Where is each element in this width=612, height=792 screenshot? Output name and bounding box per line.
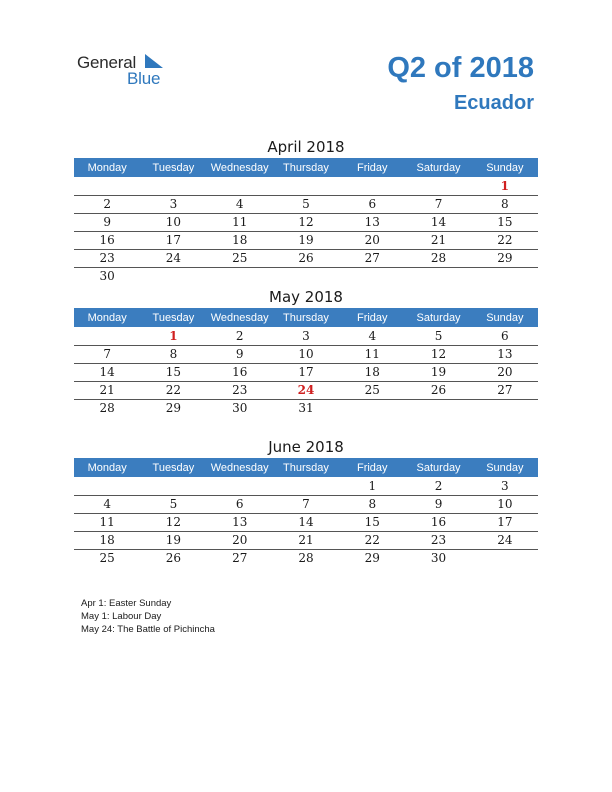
weekday-header-row: [74, 158, 538, 177]
week-row: [74, 345, 538, 363]
day-cell: 4: [339, 327, 405, 345]
day-cell: 30: [232, 401, 248, 416]
weekday-header: Friday: [339, 158, 405, 177]
week-row: [74, 177, 538, 195]
day-cell: 2: [207, 327, 273, 345]
generalblue-logo: [77, 53, 177, 89]
holiday-notes: [81, 597, 215, 636]
day-cell: 26: [273, 249, 339, 267]
country-title: Ecuador: [453, 92, 534, 114]
week-row: [74, 399, 538, 417]
day-cell: 5: [140, 495, 206, 513]
weekday-header: Wednesday: [207, 158, 273, 177]
week-row: [74, 381, 538, 399]
day-cell: [339, 177, 405, 195]
day-cell: 6: [207, 495, 273, 513]
day-cell: [405, 399, 471, 417]
day-cell: 9: [207, 345, 273, 363]
day-cell: 28: [298, 551, 314, 566]
day-cell: 18: [207, 231, 273, 249]
day-cell: 19: [405, 363, 471, 381]
day-cell: 6: [339, 195, 405, 213]
logo-word-blue: Blue: [127, 69, 161, 88]
weekday-header: Thursday: [273, 308, 339, 327]
day-cell: 22: [140, 381, 206, 399]
day-cell: 17: [140, 231, 206, 249]
holiday-note: May 24: The Battle of Pichincha: [81, 624, 215, 635]
day-cell: 21: [405, 231, 471, 249]
day-cell: 22: [339, 531, 405, 549]
weekday-header-row: [74, 458, 538, 477]
day-cell: [273, 477, 339, 495]
quarter-title: Q2 of 2018: [387, 52, 534, 84]
day-cell: 14: [405, 213, 471, 231]
day-cell: [405, 177, 471, 195]
day-cell: 31: [298, 401, 314, 416]
weekday-header: Tuesday: [140, 458, 206, 477]
month-title: May 2018: [269, 288, 343, 306]
month-title: June 2018: [268, 438, 344, 456]
day-cell: 18: [339, 363, 405, 381]
holiday-note: Apr 1: Easter Sunday: [81, 598, 172, 609]
weekday-header: Monday: [74, 308, 140, 327]
weekday-header: Saturday: [405, 308, 471, 327]
day-cell: 16: [405, 513, 471, 531]
logo-triangle-icon: [145, 54, 163, 68]
day-cell: 24: [140, 249, 206, 267]
day-cell: 23: [207, 381, 273, 399]
day-cell: 20: [472, 363, 538, 381]
day-cell: 16: [74, 231, 140, 249]
day-cell: 25: [207, 249, 273, 267]
day-cell: 24: [273, 381, 339, 399]
weekday-header: Saturday: [405, 158, 471, 177]
week-row: [74, 327, 538, 345]
day-cell: 12: [140, 513, 206, 531]
week-row: [74, 213, 538, 231]
day-cell: [207, 177, 273, 195]
day-cell: 13: [339, 213, 405, 231]
month-title: April 2018: [267, 138, 345, 156]
week-row: [74, 477, 538, 495]
day-cell: 26: [165, 551, 182, 566]
day-cell: 17: [273, 363, 339, 381]
day-cell: 21: [273, 531, 339, 549]
day-cell: 28: [99, 401, 115, 416]
calendar-grid: [74, 458, 538, 567]
weekday-header: Monday: [74, 458, 140, 477]
day-cell: 7: [273, 495, 339, 513]
day-cell: 17: [472, 513, 538, 531]
day-cell: 24: [472, 531, 538, 549]
day-cell: 8: [140, 345, 206, 363]
day-cell: 1: [339, 477, 405, 495]
day-cell: [339, 399, 405, 417]
day-cell: 28: [405, 249, 471, 267]
day-cell: 8: [472, 195, 538, 213]
weekday-header: Friday: [339, 308, 405, 327]
day-cell: 26: [405, 381, 471, 399]
day-cell: 15: [339, 513, 405, 531]
day-cell: 19: [273, 231, 339, 249]
day-cell: 1: [140, 327, 206, 345]
day-cell: [405, 267, 471, 285]
week-row: [74, 531, 538, 549]
weekday-header: Sunday: [472, 158, 538, 177]
weekday-header: Saturday: [405, 458, 471, 477]
day-cell: 3: [140, 195, 206, 213]
day-cell: [472, 549, 538, 567]
weekday-header: Monday: [74, 158, 140, 177]
day-cell: [207, 477, 273, 495]
week-row: [74, 195, 538, 213]
day-cell: 29: [364, 551, 380, 566]
weekday-header: Wednesday: [207, 308, 273, 327]
day-cell: 16: [207, 363, 273, 381]
month-may: [74, 286, 538, 417]
day-cell: [273, 267, 339, 285]
day-cell: [207, 267, 273, 285]
weekday-header: Sunday: [472, 458, 538, 477]
day-cell: [339, 267, 405, 285]
month-april: [74, 136, 538, 285]
day-cell: [472, 267, 538, 285]
holiday-note: May 1: Labour Day: [81, 611, 162, 622]
day-cell: 1: [472, 177, 538, 195]
week-row: [74, 363, 538, 381]
day-cell: 15: [472, 213, 538, 231]
day-cell: 30: [99, 269, 115, 284]
weekday-header: Tuesday: [140, 308, 206, 327]
weekday-header: Sunday: [472, 308, 538, 327]
weekday-header: Friday: [339, 458, 405, 477]
week-row: [74, 267, 538, 285]
day-cell: [74, 177, 140, 195]
day-cell: 5: [273, 195, 339, 213]
day-cell: 11: [207, 213, 273, 231]
day-cell: 27: [472, 381, 538, 399]
day-cell: 14: [74, 363, 140, 381]
week-row: [74, 231, 538, 249]
weekday-header: Thursday: [273, 458, 339, 477]
day-cell: 9: [405, 495, 471, 513]
day-cell: 18: [74, 531, 140, 549]
week-row: [74, 513, 538, 531]
weekday-header: Tuesday: [140, 158, 206, 177]
day-cell: [273, 177, 339, 195]
day-cell: 27: [339, 249, 405, 267]
day-cell: 19: [140, 531, 206, 549]
day-cell: 12: [405, 345, 471, 363]
day-cell: 13: [472, 345, 538, 363]
calendar-grid: [74, 308, 538, 417]
day-cell: 23: [74, 249, 140, 267]
calendar-grid: [74, 158, 538, 285]
day-cell: 6: [472, 327, 538, 345]
day-cell: 27: [232, 551, 248, 566]
day-cell: 25: [339, 381, 405, 399]
weekday-header-row: [74, 308, 538, 327]
day-cell: 11: [339, 345, 405, 363]
day-cell: [472, 399, 538, 417]
day-cell: 13: [207, 513, 273, 531]
day-cell: 4: [207, 195, 273, 213]
day-cell: 14: [273, 513, 339, 531]
day-cell: 11: [74, 513, 140, 531]
day-cell: 2: [74, 195, 140, 213]
logo-word-general: General: [77, 53, 137, 72]
day-cell: 20: [339, 231, 405, 249]
week-row: [74, 549, 538, 567]
day-cell: 29: [472, 249, 538, 267]
day-cell: 5: [405, 327, 471, 345]
day-cell: 10: [140, 213, 206, 231]
weekday-header: Thursday: [273, 158, 339, 177]
day-cell: 12: [273, 213, 339, 231]
month-june: [74, 436, 538, 567]
day-cell: [74, 327, 140, 345]
day-cell: 7: [405, 195, 471, 213]
day-cell: 21: [74, 381, 140, 399]
day-cell: 3: [273, 327, 339, 345]
day-cell: [140, 477, 206, 495]
day-cell: 30: [430, 551, 447, 566]
day-cell: 10: [472, 495, 538, 513]
day-cell: 7: [74, 345, 140, 363]
day-cell: 9: [74, 213, 140, 231]
day-cell: [140, 267, 206, 285]
day-cell: 8: [339, 495, 405, 513]
day-cell: 10: [273, 345, 339, 363]
week-row: [74, 249, 538, 267]
weekday-header: Wednesday: [207, 458, 273, 477]
day-cell: 3: [472, 477, 538, 495]
day-cell: 25: [99, 551, 115, 566]
day-cell: 23: [405, 531, 471, 549]
day-cell: [140, 177, 206, 195]
day-cell: 29: [165, 401, 182, 416]
day-cell: 22: [472, 231, 538, 249]
day-cell: [74, 477, 140, 495]
day-cell: 4: [74, 495, 140, 513]
week-row: [74, 495, 538, 513]
day-cell: 20: [207, 531, 273, 549]
day-cell: 2: [405, 477, 471, 495]
day-cell: 15: [140, 363, 206, 381]
